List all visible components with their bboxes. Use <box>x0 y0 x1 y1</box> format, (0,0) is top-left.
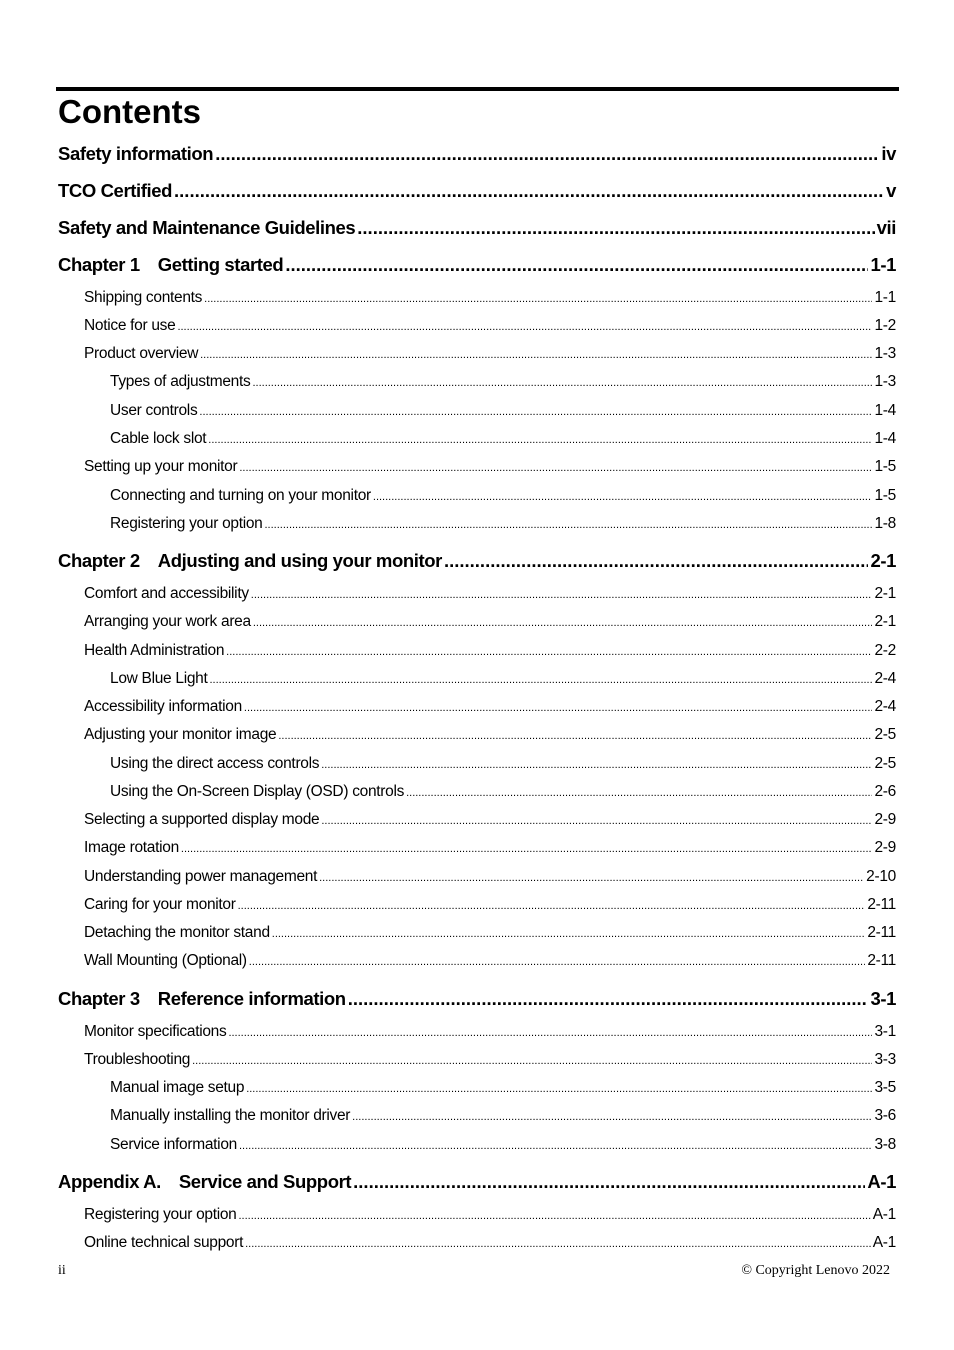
toc-entry-title: Online technical support <box>84 1234 244 1251</box>
toc-entry-number: Chapter 2 <box>58 550 140 571</box>
toc-entry-title: Using the On-Screen Display (OSD) controls <box>110 783 405 800</box>
toc-entry-label <box>58 988 346 1010</box>
dot-leader <box>226 646 872 658</box>
toc-entry-label <box>84 458 237 476</box>
toc-entry-page: 1-4 <box>874 430 896 447</box>
toc-entry-label <box>110 1136 237 1154</box>
toc-entry-title: Low Blue Light <box>110 670 208 687</box>
page-number: ii <box>58 1263 66 1278</box>
toc-entry-title: Service information <box>110 1136 237 1153</box>
toc-entry-label <box>110 487 371 505</box>
toc-entry-page: 3-5 <box>874 1079 896 1096</box>
toc-entry[interactable] <box>84 345 896 363</box>
toc-entry-title: Accessibility information <box>84 698 242 715</box>
toc-entry-label <box>110 783 404 801</box>
toc-entry-page: 2-11 <box>867 924 896 941</box>
toc-entry-page: 2-9 <box>874 839 896 856</box>
toc-entry-title: Using the direct access controls <box>110 755 320 772</box>
toc-entry-page: 2-9 <box>874 811 896 828</box>
toc-entry-page: 2-1 <box>874 585 896 602</box>
toc-entry-title: Health Administration <box>84 642 225 659</box>
dot-leader <box>444 550 869 572</box>
toc-entry-page: A-1 <box>872 1206 896 1223</box>
toc-entry[interactable] <box>84 868 896 886</box>
toc-entry[interactable] <box>110 1079 896 1097</box>
toc-entry-label <box>110 755 319 773</box>
dot-leader <box>252 377 872 389</box>
toc-entry-number: Chapter 1 <box>58 254 140 275</box>
toc-entry-label <box>84 345 198 363</box>
toc-entry-page: 2-4 <box>874 670 896 687</box>
dot-leader <box>249 956 866 968</box>
toc-entry[interactable] <box>84 952 896 970</box>
toc-entry-title: Arranging your work area <box>84 613 251 630</box>
toc-entry-title: Types of adjustments <box>110 373 251 390</box>
toc-entry-title: Understanding power management <box>84 868 318 885</box>
toc-entry[interactable] <box>84 698 896 716</box>
toc-entry-number: Appendix A. <box>58 1171 161 1192</box>
toc-entry[interactable] <box>110 1136 896 1154</box>
toc-entry[interactable] <box>84 642 896 660</box>
toc-entry-title: Connecting and turning on your monitor <box>110 487 371 504</box>
toc-entry-label <box>58 550 442 572</box>
toc-entry-label <box>84 726 276 744</box>
toc-entry-title: Notice for use <box>84 317 176 334</box>
toc-entry-title: Adjusting and using your monitor <box>157 550 442 571</box>
toc-entry[interactable] <box>84 811 896 829</box>
dot-leader <box>239 462 872 474</box>
toc-entry-title: Reference information <box>157 988 346 1009</box>
toc-entry-label <box>84 811 319 829</box>
dot-leader <box>285 254 868 276</box>
dot-leader <box>199 406 872 418</box>
toc-entry[interactable] <box>58 143 896 165</box>
toc-entry-label <box>110 670 207 688</box>
toc-entry-page: 1-8 <box>874 515 896 532</box>
toc-entry-label <box>58 180 172 202</box>
toc-entry-label <box>84 924 270 942</box>
toc-entry[interactable] <box>58 1171 896 1193</box>
dot-leader <box>177 321 872 333</box>
dot-leader <box>352 1111 872 1123</box>
page-title: Contents <box>58 93 201 130</box>
toc-entry[interactable] <box>110 402 896 420</box>
toc-entry[interactable] <box>110 1107 896 1125</box>
toc-entry[interactable] <box>84 1206 896 1224</box>
toc-entry-title: Safety information <box>58 143 214 164</box>
dot-leader <box>278 730 872 742</box>
toc-entry[interactable] <box>84 585 896 603</box>
toc-entry[interactable] <box>58 180 896 202</box>
toc-entry-page: 2-2 <box>874 642 896 659</box>
toc-entry[interactable] <box>110 755 896 773</box>
dot-leader <box>246 1083 872 1095</box>
toc-entry-label <box>110 1079 244 1097</box>
toc-entry-label <box>84 317 175 335</box>
toc-entry-title: Wall Mounting (Optional) <box>84 952 247 969</box>
toc-entry-title: Monitor specifications <box>84 1023 227 1040</box>
toc-entry-page: v <box>886 180 896 201</box>
toc-entry-page: 2-4 <box>874 698 896 715</box>
toc-entry-page: iv <box>881 143 896 164</box>
toc-entry[interactable] <box>84 317 896 335</box>
toc-entry[interactable] <box>84 924 896 942</box>
toc-entry-title: Registering your option <box>84 1206 237 1223</box>
toc-entry-label <box>84 896 236 914</box>
toc-entry-page: 2-5 <box>874 755 896 772</box>
toc-entry[interactable] <box>110 430 896 448</box>
toc-entry-title: Troubleshooting <box>84 1051 191 1068</box>
toc-entry[interactable] <box>84 613 896 631</box>
toc-entry[interactable] <box>58 988 896 1010</box>
toc-entry-page: 3-1 <box>874 1023 896 1040</box>
dot-leader <box>348 988 869 1010</box>
toc-entry-label <box>84 868 317 886</box>
toc-entry[interactable] <box>110 515 896 533</box>
toc-entry-title: Registering your option <box>110 515 263 532</box>
dot-leader <box>244 702 873 714</box>
toc-entry-title: Safety and Maintenance Guidelines <box>58 217 356 238</box>
copyright-notice: © Copyright Lenovo 2022 <box>741 1263 890 1278</box>
toc-entry-page: 2-1 <box>870 550 896 571</box>
dot-leader <box>209 674 872 686</box>
dot-leader <box>204 293 872 305</box>
toc-entry-page: 2-11 <box>867 896 896 913</box>
toc-entry[interactable] <box>110 487 896 505</box>
toc-entry[interactable] <box>58 550 896 572</box>
toc-entry-title: User controls <box>110 402 198 419</box>
toc-entry-title: Cable lock slot <box>110 430 207 447</box>
toc-entry-page: 1-3 <box>874 373 896 390</box>
toc-entry-page: 1-1 <box>874 289 896 306</box>
dot-leader <box>265 519 873 531</box>
toc-entry-title: Detaching the monitor stand <box>84 924 270 941</box>
dot-leader <box>357 217 874 239</box>
toc-entry-label <box>110 430 206 448</box>
toc-entry-label <box>84 1051 190 1069</box>
toc-entry[interactable] <box>110 783 896 801</box>
dot-leader <box>200 349 872 361</box>
toc-entry-label <box>84 289 202 307</box>
toc-entry[interactable] <box>84 1234 896 1252</box>
dot-leader <box>174 180 884 202</box>
toc-entry-label <box>84 642 224 660</box>
toc-entry-page: 3-6 <box>874 1107 896 1124</box>
toc-entry-label <box>84 1023 226 1041</box>
toc-entry-page: vii <box>876 217 896 238</box>
toc-entry-title: Manually installing the monitor driver <box>110 1107 351 1124</box>
toc-entry-label <box>58 1171 351 1193</box>
toc-entry-page: A-1 <box>867 1171 896 1192</box>
dot-leader <box>245 1238 871 1250</box>
toc-entry[interactable] <box>84 839 896 857</box>
toc-entry-label <box>84 698 242 716</box>
toc-entry-page: 3-8 <box>874 1136 896 1153</box>
toc-entry-title: Shipping contents <box>84 289 203 306</box>
dot-leader <box>208 434 872 446</box>
toc-entry-title: Caring for your monitor <box>84 896 236 913</box>
toc-entry-page: 1-3 <box>874 345 896 362</box>
toc-entry-page: 3-1 <box>870 988 896 1009</box>
dot-leader <box>373 491 873 503</box>
toc-entry-label <box>58 217 355 239</box>
toc-entry-page: 1-1 <box>870 254 896 275</box>
toc-entry-page: 2-6 <box>874 783 896 800</box>
toc-entry-title: Product overview <box>84 345 199 362</box>
toc-entry-page: 1-5 <box>874 458 896 475</box>
toc-entry-page: 2-10 <box>866 868 896 885</box>
toc-entry-page: 1-4 <box>874 402 896 419</box>
toc-entry-label <box>84 1206 237 1224</box>
toc-entry[interactable] <box>58 217 896 239</box>
toc-entry-page: 2-11 <box>867 952 896 969</box>
toc-entry-label <box>84 1234 243 1252</box>
toc-entry[interactable] <box>84 726 896 744</box>
toc-entry-title: Adjusting your monitor image <box>84 726 277 743</box>
toc-entry-label <box>84 613 251 631</box>
toc-entry-label <box>110 1107 350 1125</box>
toc-entry-label <box>84 952 247 970</box>
toc-entry-label <box>110 373 250 391</box>
toc-entry[interactable] <box>84 1023 896 1041</box>
toc-entry[interactable] <box>110 373 896 391</box>
dot-leader <box>272 928 866 940</box>
dot-leader <box>239 1210 871 1222</box>
toc-entry-page: 2-1 <box>874 613 896 630</box>
toc-entry[interactable] <box>84 458 896 476</box>
dot-leader <box>321 759 872 771</box>
toc-entry-page: 2-5 <box>874 726 896 743</box>
toc-entry-label <box>84 839 179 857</box>
dot-leader <box>228 1027 872 1039</box>
dot-leader <box>238 900 866 912</box>
toc-entry[interactable] <box>84 896 896 914</box>
dot-leader <box>406 787 872 799</box>
toc-entry-page: 3-3 <box>874 1051 896 1068</box>
dot-leader <box>215 143 879 165</box>
toc-entry-label <box>58 254 283 276</box>
toc-entry-page: 1-5 <box>874 487 896 504</box>
toc-entry-label <box>84 585 249 603</box>
toc-entry-label <box>110 515 263 533</box>
dot-leader <box>181 843 873 855</box>
toc-entry[interactable] <box>84 1051 896 1069</box>
toc-entry-title: TCO Certified <box>58 180 173 201</box>
toc-entry-label <box>58 143 213 165</box>
toc-entry-title: Service and Support <box>178 1171 352 1192</box>
dot-leader <box>192 1055 872 1067</box>
dot-leader <box>239 1140 873 1152</box>
toc-entry-label <box>110 402 197 420</box>
toc-entry[interactable] <box>84 289 896 307</box>
toc-entry-title: Comfort and accessibility <box>84 585 249 602</box>
dot-leader <box>253 617 873 629</box>
toc-entry-page: A-1 <box>872 1234 896 1251</box>
toc-entry[interactable] <box>58 254 896 276</box>
toc-entry-page: 1-2 <box>874 317 896 334</box>
toc-entry[interactable] <box>110 670 896 688</box>
dot-leader <box>321 815 872 827</box>
toc-entry-title: Setting up your monitor <box>84 458 238 475</box>
toc-entry-title: Selecting a supported display mode <box>84 811 320 828</box>
toc-entry-title: Image rotation <box>84 839 179 856</box>
toc-entry-title: Getting started <box>157 254 284 275</box>
dot-leader <box>353 1171 865 1193</box>
dot-leader <box>251 589 873 601</box>
dot-leader <box>319 872 864 884</box>
toc-entry-title: Manual image setup <box>110 1079 245 1096</box>
toc-entry-number: Chapter 3 <box>58 988 140 1009</box>
